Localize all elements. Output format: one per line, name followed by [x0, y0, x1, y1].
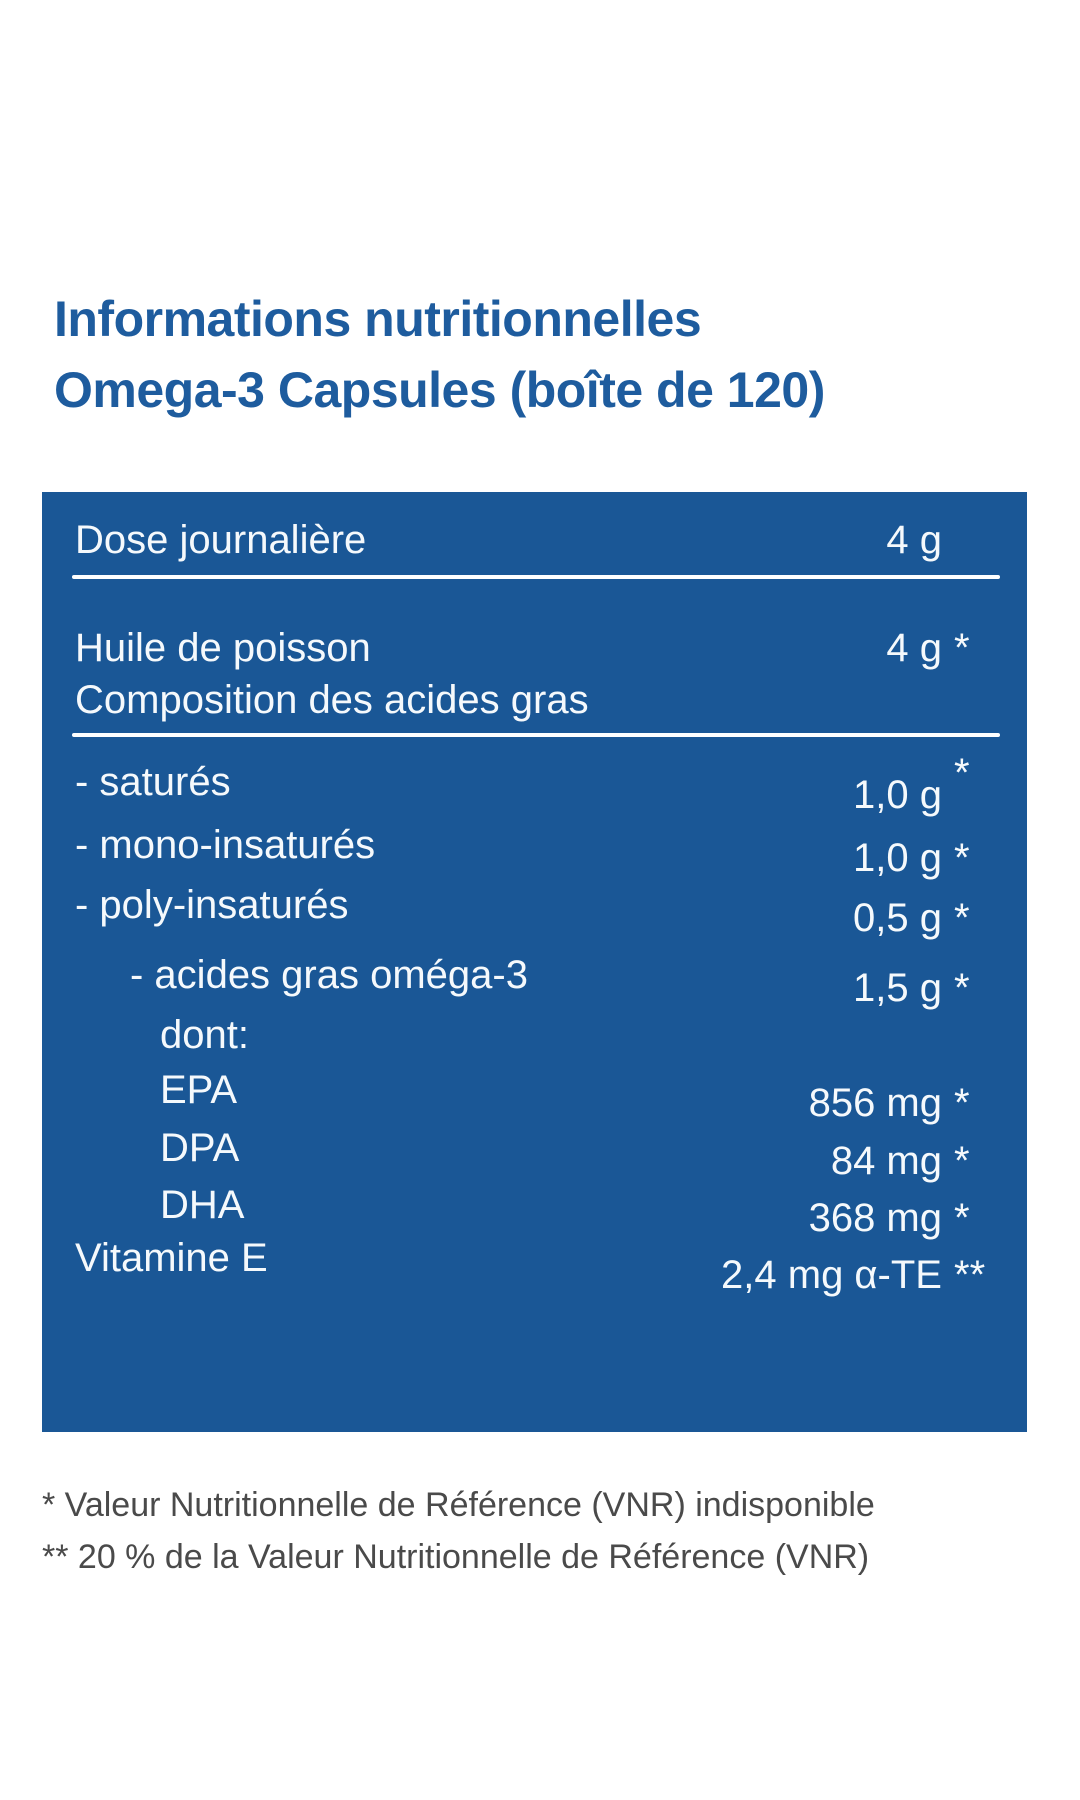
row-label: DHA: [160, 1183, 245, 1227]
row-label: - mono-insaturés: [75, 823, 376, 867]
table-row-dont: [75, 1011, 1000, 1059]
row-value: 84 mg *: [830, 1139, 970, 1183]
row-label: - acides gras oméga-3: [130, 953, 528, 997]
row-label: - poly-insaturés: [75, 883, 349, 927]
table-row-poly-insatures: [75, 881, 1000, 942]
row-label: Composition des acides gras: [75, 678, 589, 722]
table-row-dose-journaliere: [75, 516, 1000, 564]
table-row-acides-gras-omega3: [75, 951, 1000, 1012]
page-title-line2: Omega-3 Capsules (boîte de 120): [54, 362, 825, 418]
row-value: 368 mg *: [808, 1196, 970, 1240]
page-title: [54, 284, 825, 426]
row-label: dont:: [160, 1013, 249, 1057]
row-value: 1,0 g *: [853, 836, 970, 880]
row-label: EPA: [160, 1068, 238, 1112]
row-value: 0,5 g *: [853, 896, 970, 940]
row-label: Huile de poisson: [75, 626, 371, 670]
table-row-huile-de-poisson: [75, 624, 1000, 672]
footnote-vnr-20pct: ** 20 % de la Valeur Nutritionnelle de Référence (VNR): [42, 1538, 870, 1576]
separator-line: [72, 575, 1000, 579]
row-value: 1,0 g *: [853, 751, 970, 817]
page-title-line1: Informations nutritionnelles: [54, 291, 702, 347]
row-value: 2,4 mg α-TE **: [721, 1253, 986, 1297]
footnote-vnr-indisponible: * Valeur Nutritionnelle de Référence (VNR) indisponible: [42, 1486, 875, 1524]
table-row-satures: [75, 751, 1000, 819]
table-row-mono-insatures: [75, 821, 1000, 882]
table-row-dha: [75, 1181, 1000, 1242]
row-label: - saturés: [75, 760, 231, 804]
table-row-vitamine-e: [75, 1234, 1000, 1299]
table-row-dpa: [75, 1124, 1000, 1185]
nutrition-table: [42, 492, 1027, 1432]
row-label: Vitamine E: [75, 1236, 268, 1280]
table-row-composition: [75, 676, 1000, 724]
row-value: 4 g: [886, 518, 942, 562]
table-row-epa: [75, 1066, 1000, 1127]
row-value: 4 g *: [886, 626, 970, 670]
row-label: DPA: [160, 1126, 240, 1170]
row-value: 856 mg *: [808, 1081, 970, 1125]
row-value: 1,5 g *: [853, 966, 970, 1010]
row-label: Dose journalière: [75, 518, 367, 562]
separator-line: [72, 733, 1000, 737]
